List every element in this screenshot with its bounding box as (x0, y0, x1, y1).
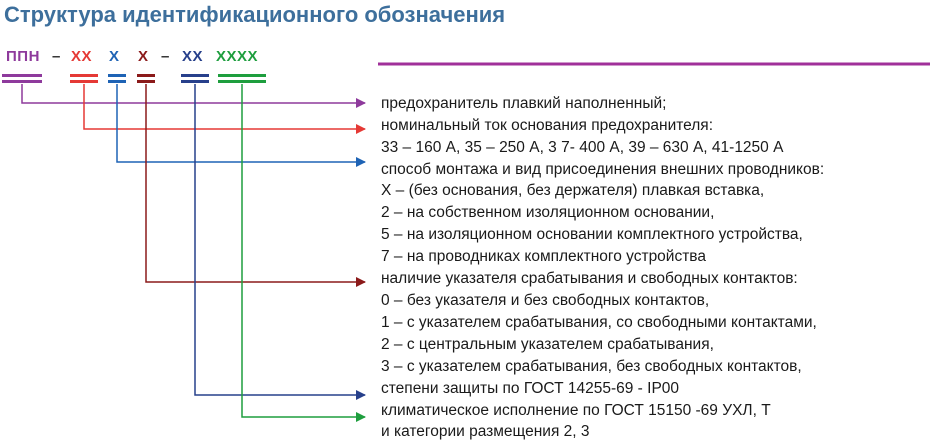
desc-line: 2 – на собственном изоляционном основании, (381, 204, 715, 221)
desc-line: 7 – на проводниках комплектного устройства (381, 248, 706, 265)
arrow-current (84, 84, 365, 129)
desc-line: степени защиты по ГОСТ 14255-69 - IP00 (381, 380, 680, 397)
arrow-climate (242, 84, 365, 417)
arrow-protection (195, 84, 365, 395)
desc-line: 0 – без указателя и без свободных контактов, (381, 292, 710, 309)
desc-line: 3 – с указателем срабатывания, без свободных контактов, (381, 358, 802, 375)
underline-indicator (137, 74, 155, 83)
code-dash-2: – (161, 48, 170, 65)
desc-line: номинальный ток основания предохранителя: (381, 117, 714, 134)
arrow-mounting (117, 84, 365, 162)
desc-line: наличие указателя срабатывания и свободных контактов: (381, 270, 798, 287)
desc-line: 1 – с указателем срабатывания, со свободными контактами, (381, 314, 817, 331)
underline-current (70, 74, 98, 83)
underline-climate (218, 74, 266, 83)
desc-line: и категории размещения 2, 3 (381, 423, 590, 440)
code-segment-mounting: X (109, 48, 120, 65)
code-segment-indicator: X (138, 48, 149, 65)
desc-line: способ монтажа и вид присоединения внешних проводников: (381, 161, 825, 178)
page-title: Структура идентификационного обозначения (4, 2, 506, 27)
code-segment-ppn: ППН (6, 48, 40, 65)
arrow-ppn (22, 84, 365, 103)
code-segment-climate: XXXX (216, 48, 259, 65)
desc-line: X – (без основания, без держателя) плавкая вставка, (381, 182, 765, 199)
arrow-indicator (146, 84, 365, 282)
code-segment-protection: XX (182, 48, 204, 65)
desc-line: 2 – с центральным указателем срабатывания, (381, 336, 714, 353)
underline-ppn (2, 74, 42, 83)
desc-line: 5 – на изоляционном основании комплектного устройства, (381, 226, 803, 243)
code-segment-current: XX (71, 48, 93, 65)
desc-line: климатическое исполнение по ГОСТ 15150 -69 УХЛ, Т (381, 402, 771, 419)
code-dash-1: – (52, 48, 61, 65)
desc-line: предохранитель плавкий наполненный; (381, 95, 667, 112)
underline-mounting (108, 74, 126, 83)
underline-protection (181, 74, 209, 83)
desc-line: 33 – 160 А, 35 – 250 А, 3 7- 400 А, 39 – 630 А, 41-1250 А (381, 139, 784, 156)
